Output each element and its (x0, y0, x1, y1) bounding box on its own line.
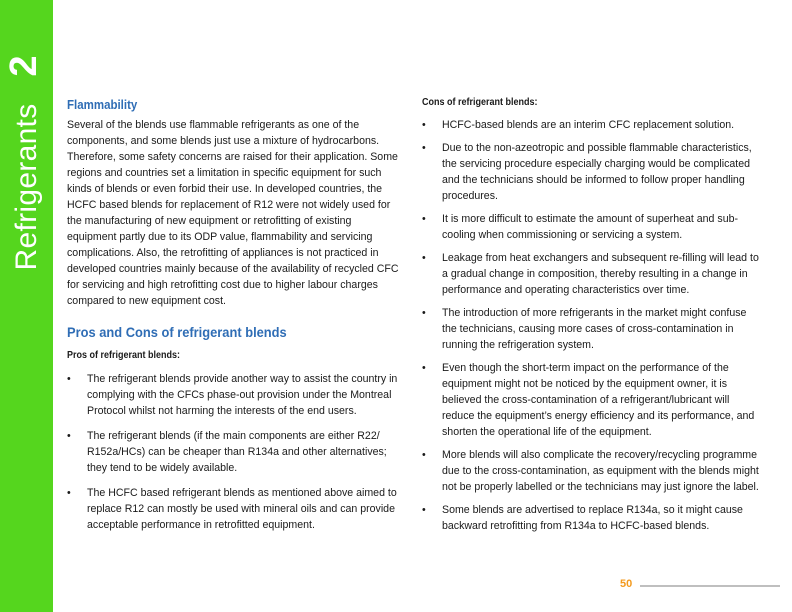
cons-item-text: Due to the non-azeotropic and possible flammable characteristics, the servicing procedure especially charging would be complicated and the technicians should be informed to follow proper handling procedures. (442, 142, 752, 202)
page-number: 50 (620, 578, 633, 590)
cons-item-text: Even though the short-term impact on the performance of the equipment might not be noticed by the equipment owner, it is believed the cross-contamination of a refrigerant/lubricant will reduce the equipment’s energy efficiency and its performance, and shorten the operational life of the equipment. (442, 362, 755, 438)
chapter-title: Refrigerants (10, 103, 43, 271)
list-item (422, 447, 762, 495)
list-item (422, 360, 762, 440)
list-item (67, 485, 403, 533)
cons-item-text: It is more difficult to estimate the amount of superheat and sub-cooling when commissioning or servicing a system. (442, 213, 738, 241)
bullet-icon: • (422, 252, 426, 264)
pros-item-text: The refrigerant blends provide another way to assist the country in complying with the CFCs phase-out provision under the Montreal Protocol whilst not harming the interests of the end users. (87, 373, 398, 417)
list-item (422, 502, 762, 534)
chapter-sidebar (0, 0, 53, 612)
cons-item-text: The introduction of more refrigerants in the market might confuse the technicians, causing more cases of cross-contamination in running the refrigeration system. (442, 307, 747, 351)
list-item (422, 140, 762, 204)
bullet-icon: • (67, 487, 71, 499)
footer-rule (640, 585, 780, 587)
cons-list (422, 117, 762, 534)
cons-item-text: More blends will also complicate the recovery/recycling programme due to the cross-contamination, as equipment with the blends might not be properly labelled or the technicians may just ignore the label. (442, 449, 759, 493)
list-item (422, 250, 762, 298)
bullet-icon: • (67, 430, 71, 442)
left-column (67, 97, 403, 533)
pros-item-text: The refrigerant blends (if the main components are either R22/ R152a/HCs) can be cheaper than R134a and other alternatives; they tend to be widely available. (87, 430, 387, 474)
flammability-heading: Flammability (67, 98, 138, 112)
pros-cons-heading: Pros and Cons of refrigerant blends (67, 324, 287, 340)
right-column (422, 96, 762, 534)
cons-subheading: Cons of refrigerant blends: (422, 97, 538, 108)
bullet-icon: • (422, 449, 426, 461)
bullet-icon: • (422, 504, 426, 516)
pros-list (67, 371, 403, 533)
bullet-icon: • (422, 213, 426, 225)
list-item (67, 371, 403, 419)
bullet-icon: • (422, 307, 426, 319)
flammability-paragraph: Several of the blends use flammable refrigerants as one of the components, and some blends just use a mixture of hydrocarbons. Therefore, some safety concerns are raised for their application. Some regions and countries set a limitation in specific equipment for such kinds of blends or even forbid their use. In developed countries, the HCFC based blends for replacement of R12 were not widely used for the manufacturing of new equipment or retrofitting of existing equipment partly due to its ODP value, flammability and servicing complications. Also, the retrofitting of appliances is not practiced in developed countries mainly because of the availability of recycled CFC for servicing and high retrofitting cost due to higher labour charges compared to new equipment cost. (67, 119, 399, 307)
cons-item-text: Some blends are advertised to replace R134a, so it might cause backward retrofitting from R134a to HCFC-based blends. (442, 504, 743, 532)
list-item (422, 211, 762, 243)
list-item (422, 305, 762, 353)
list-item (422, 117, 762, 133)
list-item (67, 428, 403, 476)
bullet-icon: • (422, 362, 426, 374)
bullet-icon: • (422, 142, 426, 154)
cons-item-text: Leakage from heat exchangers and subsequent re-filling will lead to a gradual change in composition, thereby resulting in a change in performance and operating characteristics over time. (442, 252, 759, 296)
pros-item-text: The HCFC based refrigerant blends as mentioned above aimed to replace R12 can mostly be used with mineral oils and can provide acceptable performance in retrofitted equipment. (87, 487, 397, 531)
cons-item-text: HCFC-based blends are an interim CFC replacement solution. (442, 119, 735, 131)
chapter-number: 2 (3, 55, 45, 77)
pros-subheading: Pros of refrigerant blends: (67, 350, 181, 361)
bullet-icon: • (422, 119, 426, 131)
bullet-icon: • (67, 373, 71, 385)
